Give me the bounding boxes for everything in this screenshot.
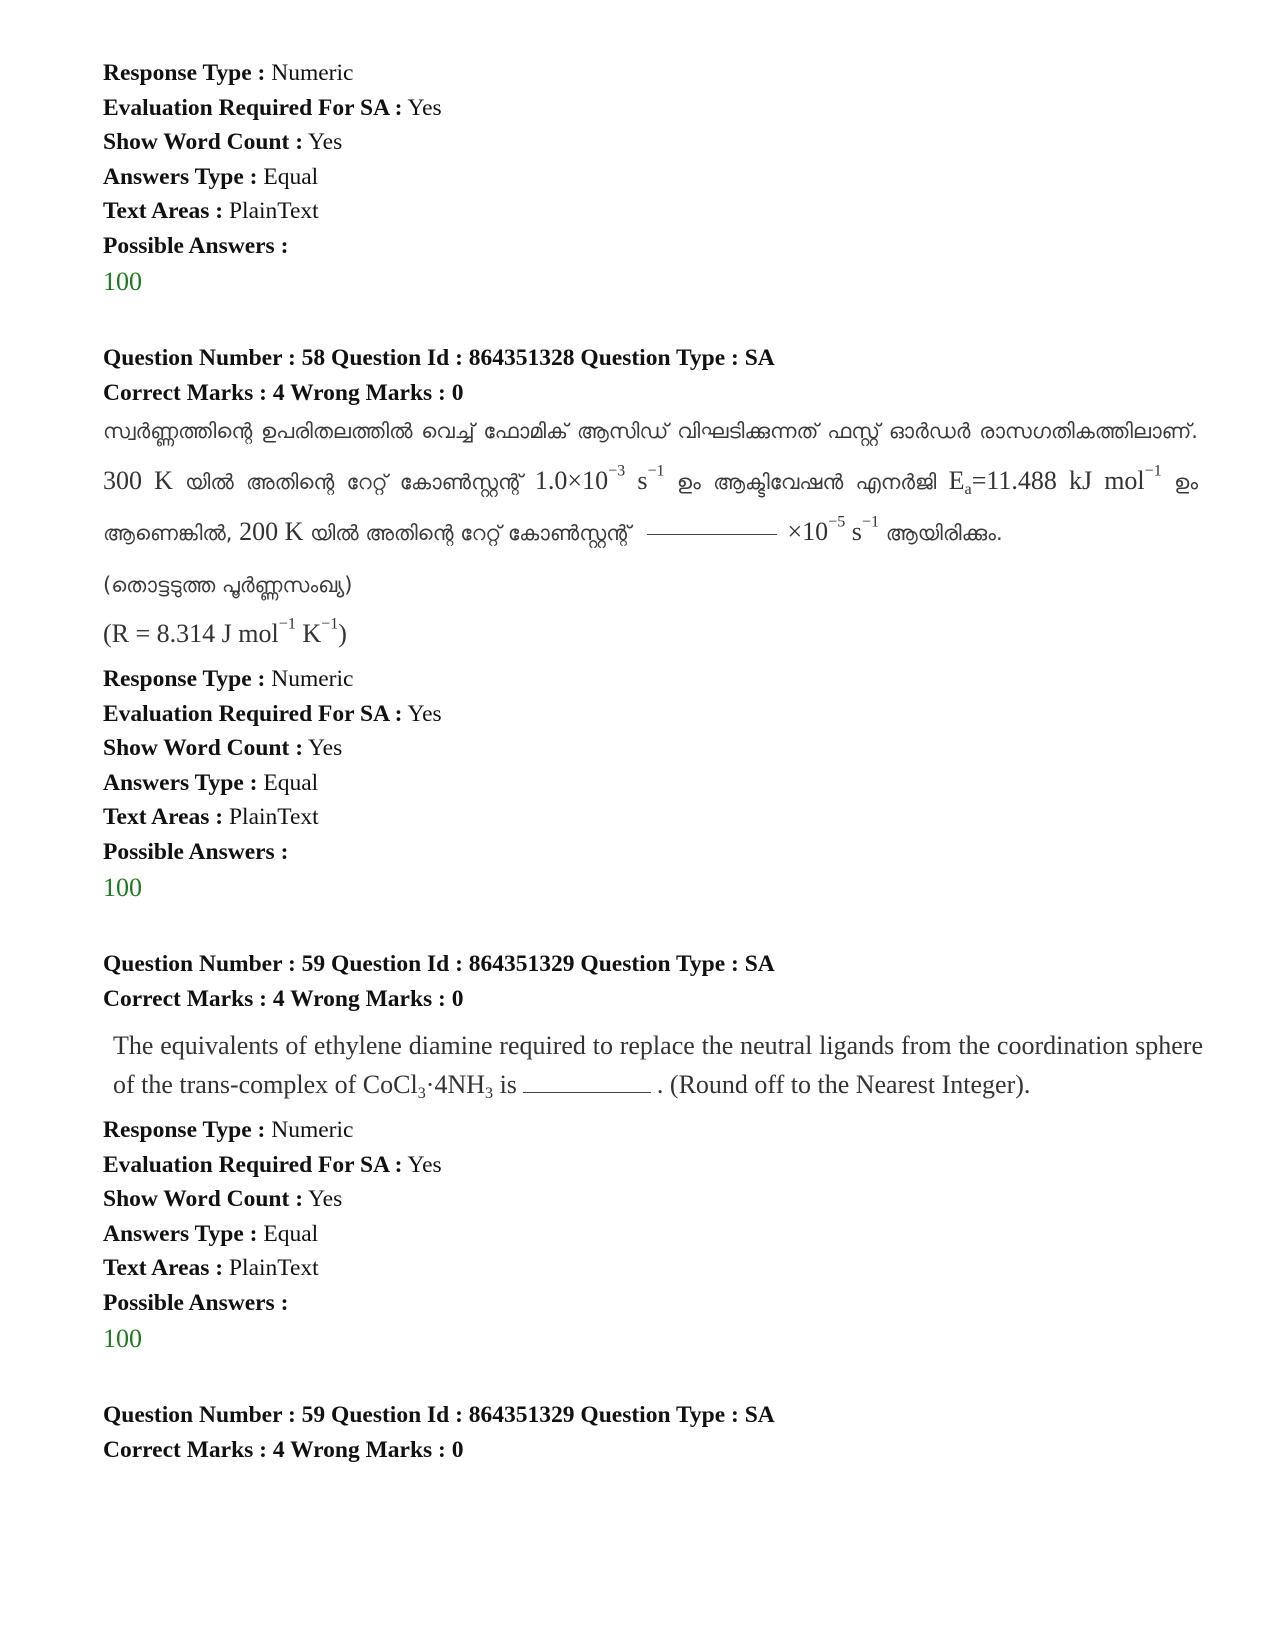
text-areas-value: PlainText [228, 1255, 319, 1281]
answer-unit-exponent: −1 [861, 513, 880, 531]
question-text-part: യിൽ അതിന്റെ റേറ്റ് കോൺസ്റ്റന്റ് [172, 470, 535, 494]
response-type-label: Response Type : [103, 1117, 266, 1143]
response-type-label: Response Type : [103, 60, 266, 86]
question-58 [103, 341, 1203, 906]
gas-constant-suffix: ) [338, 619, 347, 648]
answers-type-label: Answers Type : [103, 163, 258, 190]
evaluation-required-label: Evaluation Required For SA : [103, 94, 403, 121]
answers-type-line [103, 1217, 1203, 1252]
text-areas-value: PlainText [228, 198, 319, 224]
question-text-part: The equivalents of ethylene diamine required to replace the neutral ligands from the coordination sphere of the trans-complex of CoCl [113, 1031, 1203, 1099]
previous-question-meta [103, 56, 1203, 300]
response-type-value: Numeric [271, 1117, 354, 1143]
answer-factor-exponent: −5 [828, 513, 846, 531]
rate-unit-exponent: −1 [647, 462, 665, 480]
evaluation-required-label: Evaluation Required For SA : [103, 1151, 403, 1178]
possible-answers-line [103, 1286, 1203, 1321]
question-header: Question Number : 59 Question Id : 864351329 Question Type : SA [103, 1402, 775, 1428]
rate-unit: s [625, 466, 648, 495]
response-type-line [103, 1113, 1203, 1148]
answers-type-label: Answers Type : [103, 769, 258, 796]
evaluation-required-line [103, 697, 1203, 732]
rate-exponent: −3 [608, 462, 626, 480]
answer-factor-base: ×10 [787, 517, 829, 546]
question-header: Question Number : 58 Question Id : 864351328 Question Type : SA [103, 345, 775, 371]
question-text-part: യിൽ അതിന്റെ റേറ്റ് കോൺസ്റ്റന്റ് [303, 521, 638, 545]
show-word-count-line [103, 1182, 1203, 1217]
answers-type-label: Answers Type : [103, 1220, 258, 1247]
text-areas-value: PlainText [228, 804, 319, 830]
text-areas-label: Text Areas : [103, 198, 224, 224]
possible-answer-value: 100 [103, 873, 142, 902]
question-text-part: . (Round off to the Nearest Integer). [656, 1070, 1031, 1099]
possible-answer-value: 100 [103, 1324, 142, 1353]
answers-type-line [103, 766, 1203, 801]
response-type-line [103, 662, 1203, 697]
possible-answers-label: Possible Answers : [103, 232, 289, 259]
subscript: 3 [417, 1084, 426, 1102]
evaluation-required-line [103, 91, 1203, 126]
answers-type-value: Equal [263, 163, 319, 190]
answer-blank [523, 1091, 651, 1093]
subscript: 3 [485, 1084, 494, 1102]
response-type-label: Response Type : [103, 666, 266, 692]
evaluation-required-value: Yes [407, 94, 442, 121]
question-paper-page [103, 56, 1203, 1467]
text-areas-line [103, 194, 1203, 229]
ea-exponent: −1 [1144, 462, 1162, 480]
question-text [103, 406, 1198, 558]
ea-symbol: E [948, 466, 965, 495]
evaluation-required-value: Yes [407, 700, 442, 727]
evaluation-required-value: Yes [407, 1151, 442, 1178]
answer-blank [647, 533, 777, 535]
response-type-value: Numeric [271, 666, 354, 692]
rate-constant [534, 462, 665, 495]
rate-mantissa: 1.0×10 [534, 466, 609, 495]
gas-constant-kelvin: K [295, 619, 322, 648]
gas-constant-exponent: −1 [321, 615, 339, 633]
question-text-part: ആയിരിക്കും. [879, 521, 1003, 545]
gas-constant-prefix: (R = 8.314 J mol [103, 619, 279, 648]
text-areas-label: Text Areas : [103, 1255, 224, 1281]
possible-answers-line [103, 835, 1203, 870]
activation-energy [948, 462, 1162, 498]
possible-answer-value: 100 [103, 267, 142, 296]
rounding-note: (തൊട്ടടുത്ത പൂർണ്ണസംഖ്യ) [103, 573, 353, 597]
question-marks: Correct Marks : 4 Wrong Marks : 0 [103, 985, 464, 1012]
text-areas-label: Text Areas : [103, 804, 224, 830]
possible-answers-label: Possible Answers : [103, 1289, 289, 1316]
question-text-part: ഉം ആണെങ്കിൽ, [103, 470, 1199, 545]
show-word-count-value: Yes [308, 129, 343, 155]
response-type-value: Numeric [271, 60, 354, 86]
possible-answers-line [103, 229, 1203, 264]
question-59 [103, 947, 1203, 1357]
temperature-value: 200 K [239, 517, 304, 546]
show-word-count-label: Show Word Count : [103, 1186, 304, 1212]
answers-type-line [103, 160, 1203, 195]
show-word-count-label: Show Word Count : [103, 129, 304, 155]
text-areas-line [103, 800, 1203, 835]
question-marks: Correct Marks : 4 Wrong Marks : 0 [103, 379, 464, 406]
evaluation-required-line [103, 1148, 1203, 1183]
question-header: Question Number : 59 Question Id : 864351329 Question Type : SA [103, 951, 775, 977]
show-word-count-line [103, 125, 1203, 160]
answers-type-value: Equal [263, 769, 319, 796]
show-word-count-label: Show Word Count : [103, 735, 304, 761]
question-marks: Correct Marks : 4 Wrong Marks : 0 [103, 1436, 464, 1463]
show-word-count-value: Yes [308, 1186, 343, 1212]
question-text-part: സ്വർണ്ണത്തിന്റെ ഉപരിതലത്തിൽ വെച്ച് ഫോമിക് ആസിഡ് വിഘടിക്കുന്നത് ഫസ്റ്റ് ഓർഡർ രാസഗതികത്തിലാണ്. [103, 419, 1198, 443]
evaluation-required-label: Evaluation Required For SA : [103, 700, 403, 727]
question-59-repeat [103, 1398, 1203, 1467]
possible-answers-label: Possible Answers : [103, 838, 289, 865]
answers-type-value: Equal [263, 1220, 319, 1247]
temperature-value: 300 K [103, 466, 173, 495]
ea-subscript: a [964, 480, 972, 498]
show-word-count-value: Yes [308, 735, 343, 761]
question-text-part: is [493, 1070, 517, 1099]
answer-factor [787, 513, 880, 546]
gas-constant-exponent: −1 [278, 615, 296, 633]
question-text-part: ·4NH [425, 1070, 485, 1099]
text-areas-line [103, 1251, 1203, 1286]
ea-value: =11.488 kJ mol [971, 466, 1145, 495]
show-word-count-line [103, 731, 1203, 766]
question-text [113, 1026, 1203, 1104]
response-type-line [103, 56, 1203, 91]
answer-unit: s [845, 517, 862, 546]
question-text-part: ഉം ആക്ടിവേഷൻ എനർജി [664, 470, 949, 494]
gas-constant [103, 606, 1203, 662]
